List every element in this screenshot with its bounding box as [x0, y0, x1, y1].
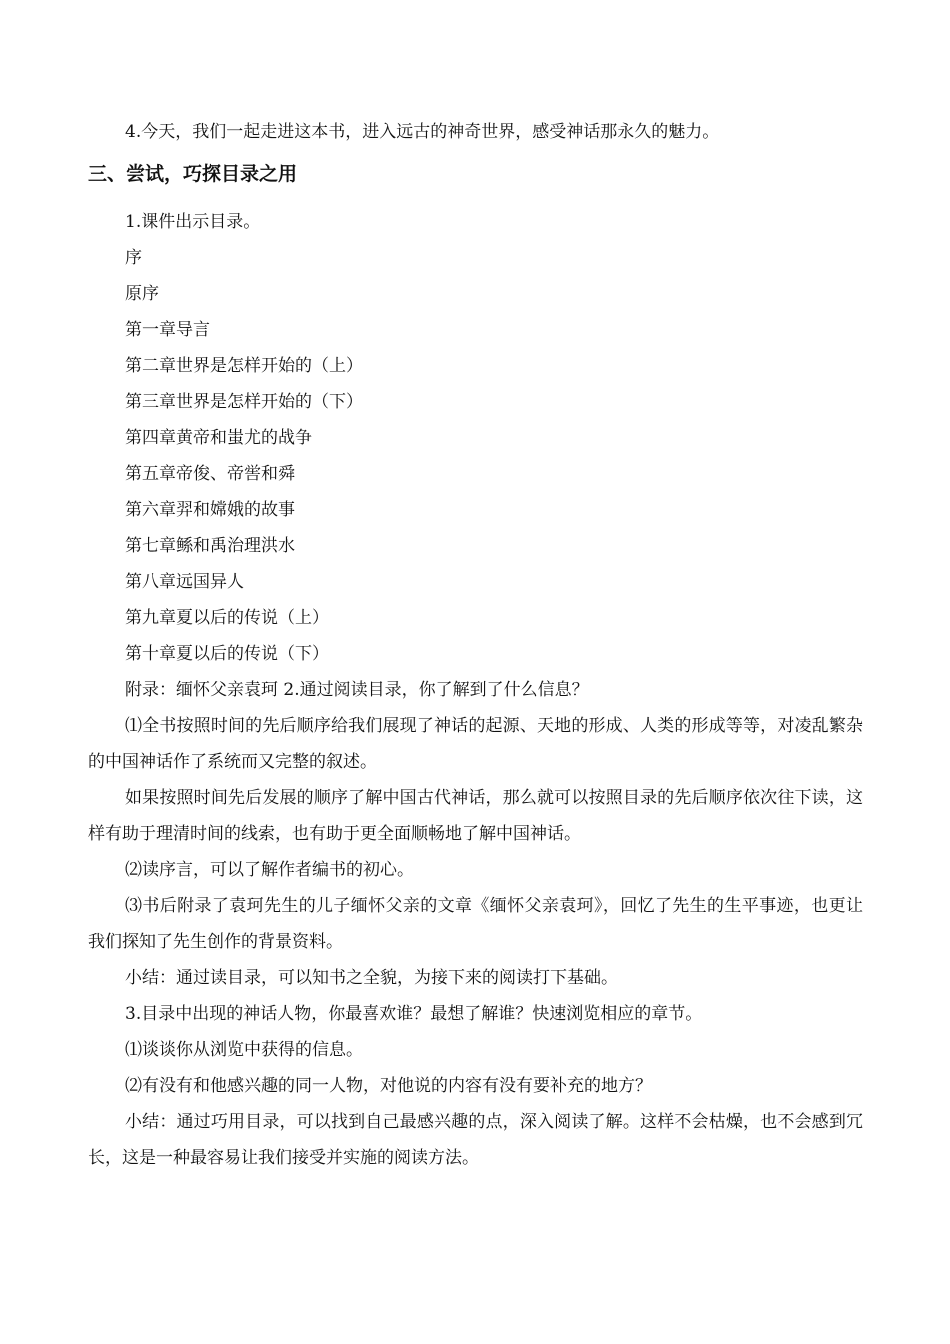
paragraph-intro-4: 4.今天，我们一起走进这本书，进入远古的神奇世界，感受神话那永久的魅力。	[125, 122, 720, 142]
toc-item: 第八章远国异人	[125, 572, 244, 592]
toc-item: 第一章导言	[125, 320, 210, 340]
paragraph-step-3: 3.目录中出现的神话人物，你最喜欢谁？最想了解谁？快速浏览相应的章节。	[125, 1004, 703, 1024]
section-heading: 三、尝试，巧探目录之用	[88, 163, 298, 185]
paragraph: 如果按照时间先后发展的顺序了解中国古代神话，那么就可以按照目录的先后顺序依次往下读，这样有助于理清时间的线索，也有助于更全面顺畅地了解中国神话。	[88, 788, 863, 844]
paragraph-summary: 小结：通过读目录，可以知书之全貌，为接下来的阅读打下基础。	[125, 968, 618, 988]
paragraph: ⑴谈谈你从浏览中获得的信息。	[125, 1040, 363, 1060]
toc-item: 序	[125, 248, 142, 268]
toc-item: 第四章黄帝和蚩尤的战争	[125, 428, 312, 448]
toc-item: 附录：缅怀父亲袁珂 2.通过阅读目录，你了解到了什么信息？	[125, 680, 589, 700]
toc-item: 第七章鲧和禹治理洪水	[125, 536, 295, 556]
document-body	[88, 114, 863, 1176]
paragraph: ⑵读序言，可以了解作者编书的初心。	[125, 860, 414, 880]
paragraph-step-1: 1.课件出示目录。	[125, 212, 261, 232]
toc-item: 第六章羿和嫦娥的故事	[125, 500, 295, 520]
paragraph: ⑵有没有和他感兴趣的同一人物，对他说的内容有没有要补充的地方？	[125, 1076, 652, 1096]
toc-item: 第十章夏以后的传说（下）	[125, 644, 329, 664]
paragraph: ⑶书后附录了袁珂先生的儿子缅怀父亲的文章《缅怀父亲袁珂》，回忆了先生的生平事迹，也更让我们探知了先生创作的背景资料。	[88, 896, 863, 952]
toc-item: 原序	[125, 284, 159, 304]
paragraph: ⑴全书按照时间的先后顺序给我们展现了神话的起源、天地的形成、人类的形成等等，对凌乱繁杂的中国神话作了系统而又完整的叙述。	[88, 716, 863, 772]
paragraph-summary: 小结：通过巧用目录，可以找到自己最感兴趣的点，深入阅读了解。这样不会枯燥，也不会感到冗长，这是一种最容易让我们接受并实施的阅读方法。	[88, 1112, 863, 1168]
toc-item: 第三章世界是怎样开始的（下）	[125, 392, 363, 412]
table-of-contents	[88, 240, 863, 708]
toc-item: 第五章帝俊、帝喾和舜	[125, 464, 295, 484]
toc-item: 第九章夏以后的传说（上）	[125, 608, 329, 628]
toc-item: 第二章世界是怎样开始的（上）	[125, 356, 363, 376]
